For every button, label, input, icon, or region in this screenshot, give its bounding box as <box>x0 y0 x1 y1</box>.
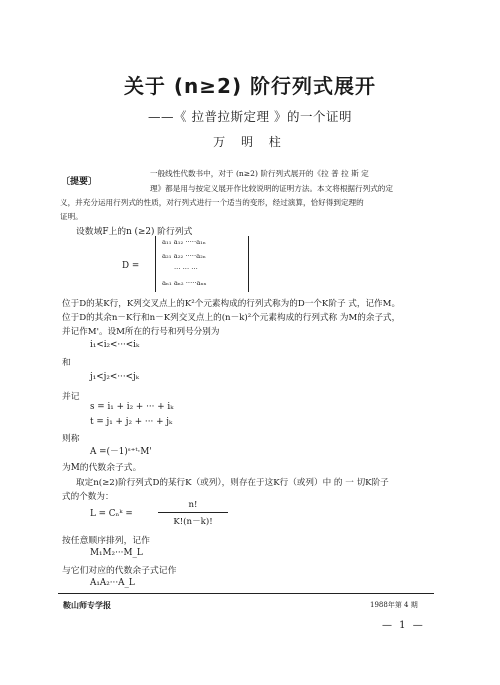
abstract-line-1: 一般线性代数书中，对于 (n≥2) 阶行列式展开的《拉 普 拉 斯 定 <box>150 169 369 178</box>
body-paragraph-8: 与它们对应的代数余子式记作 <box>62 566 177 576</box>
text-and: 和 <box>62 358 71 368</box>
fraction-bar <box>158 512 228 513</box>
abstract-line-3: 义，并充分运用行列式的性质，对行列式进行一个适当的变形，经过演算，恰好得到定理的 <box>60 198 364 207</box>
determinant-matrix <box>155 236 249 292</box>
author-name: 万 明 柱 <box>213 135 287 149</box>
formula-minors-list: M₁M₂···M_L <box>90 548 143 558</box>
body-paragraph-2: 位于D的某K行，K列交叉点上的K²个元素构成的行列式称为的D一个K阶子 式，记作M。 <box>62 299 401 309</box>
text-then-call: 则称 <box>62 434 80 444</box>
body-paragraph-1: 设数域F上的n (≥2) 阶行列式 <box>76 227 193 237</box>
body-paragraph-7: 按任意顺序排列，记作 <box>62 536 150 546</box>
body-paragraph-6a: 取定n(≥2)阶行列式D的某行K（或列），则存在于这K行（或列）中 的 一 切K阶子 <box>76 478 389 488</box>
formula-combination-lhs: L = Cₙᵏ = <box>90 509 133 519</box>
body-paragraph-4: 并记作M'。设M所在的行号和列号分别为 <box>62 327 220 337</box>
body-paragraph-3: 位于D的其余n－K行和n－K列交叉点上的(n－k)²个元素构成的行列式称 为M的余子式， <box>62 313 401 323</box>
text-and-denote: 并记 <box>62 392 80 402</box>
formula-cofactors-list: A₁A₂···A_L <box>90 578 135 588</box>
abstract-label: 〔提要〕 <box>61 177 98 187</box>
body-paragraph-6b: 式的个数为： <box>62 492 114 502</box>
paper-title: 关于 (n≥2) 阶行列式展开 <box>123 74 377 98</box>
abstract-line-2: 理》都是用与按定义展开作比较说明的证明方法。本文将根据行列式的定 <box>150 184 393 193</box>
paper-subtitle: ——《 拉普拉斯定理 》的一个证明 <box>148 109 352 124</box>
journal-issue: 1988年第 4 期 <box>370 601 418 609</box>
body-paragraph-5: 为M的代数余子式。 <box>62 463 142 473</box>
matrix-row-3: ··· ··· ··· <box>174 265 198 273</box>
formula-combination-numerator: n! <box>188 500 198 510</box>
journal-name: 鞍山师专学报 <box>63 600 111 610</box>
formula-column-indices: j₁<j₂<···<jₖ <box>90 372 139 382</box>
footer-rule <box>58 593 434 594</box>
page-number: — 1 — <box>382 620 425 631</box>
abstract-line-4: 证明。 <box>60 212 83 221</box>
formula-combination-denominator: K!(n－k)! <box>173 517 213 527</box>
formula-algebraic-cofactor: A =(－1)ˢ⁺ᵗ·M' <box>90 447 152 457</box>
formula-t-sum: t = j₁ + j₂ + ··· + jₖ <box>90 417 173 427</box>
formula-row-indices: i₁<i₂<···<iₖ <box>90 340 140 350</box>
matrix-row-1: a₁₁ a₁₂ ·····a₁ₙ <box>162 238 206 246</box>
determinant-label: D = <box>122 261 140 271</box>
matrix-row-4: aₙ₁ aₙ₂ ·····aₙₙ <box>162 279 207 287</box>
matrix-row-2: a₂₁ a₂₂ ·····a₂ₙ <box>162 252 206 260</box>
formula-s-sum: s = i₁ + i₂ + ··· + iₖ <box>90 402 174 412</box>
